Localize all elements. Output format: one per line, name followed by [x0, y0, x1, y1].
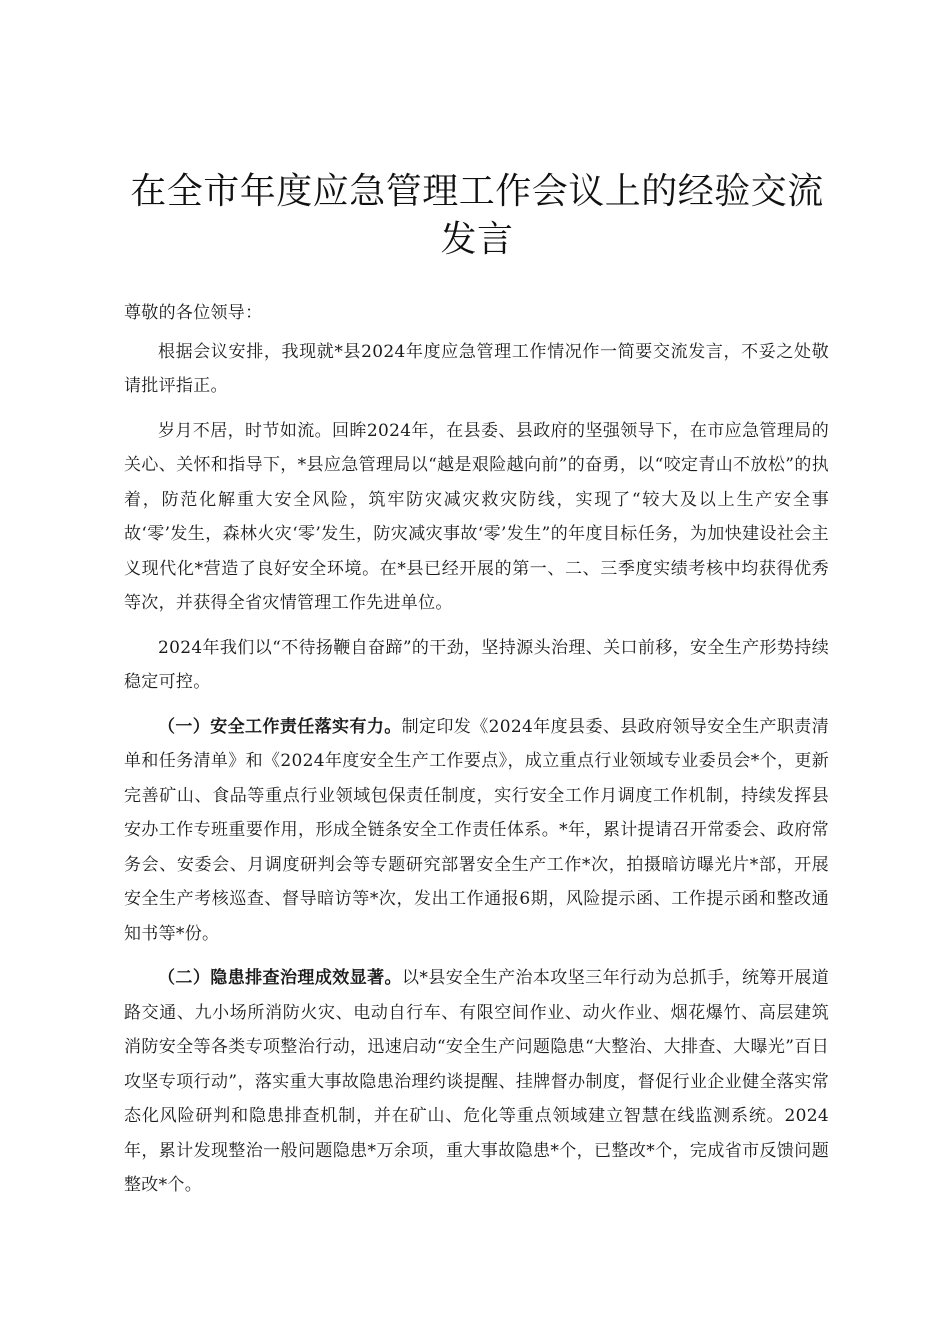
document-title: 在全市年度应急管理工作会议上的经验交流发言: [130, 171, 824, 260]
paragraph-intro: 根据会议安排，我现就*县2024年度应急管理工作情况作一简要交流发言，不妥之处敬请批评指正。: [124, 341, 829, 396]
section-hazard-inspection: [124, 961, 829, 1203]
section-body-responsibility: 制定印发《2024年度县委、县政府领导安全生产职责清单和任务清单》和《2024年度安全生产工作要点》，成立重点行业领域专业委员会*个，更新完善矿山、食品等重点行业领域包保责任制度，实行安全工作月调度工作机制，持续发挥县安办工作专班重要作用，形成全链条安全工作责任体系。*年，累计提请召开常委会、政府常务会、安委会、月调度研判会等专题研究部署安全生产工作*次，拍摄暗访曝光片*部，开展安全生产考核巡查、督导暗访等*次，发出工作通报6期，风险提示函、工作提示函和整改通知书等*份。: [124, 716, 830, 944]
section-responsibility: [124, 710, 829, 952]
section-heading-responsibility: （一）安全工作责任落实有力。: [158, 716, 402, 737]
paragraph-summary: 2024年我们以“不待扬鞭自奋蹄”的干劲，坚持源头治理、关口前移，安全生产形势持续稳定可控。: [124, 637, 829, 692]
section-body-hazard-inspection: 以*县安全生产治本攻坚三年行动为总抓手，统筹开展道路交通、九小场所消防火灾、电动自行车、有限空间作业、动火作业、烟花爆竹、高层建筑消防安全等各类专项整治行动，迅速启动“安全生产问题隐患“大整治、大排查、大曝光”百日攻坚专项行动”，落实重大事故隐患治理约谈提醒、挂牌督办制度，督促行业企业健全落实常态化风险研判和隐患排查机制，并在矿山、危化等重点领域建立智慧在线监测系统。2024年，累计发现整治一般问题隐患*万余项，重大事故隐患*个，已整改*个，完成省市反馈问题整改*个。: [124, 968, 829, 1195]
section-heading-hazard-inspection: （二）隐患排查治理成效显著。: [158, 968, 402, 988]
document-body: [124, 296, 829, 1213]
salutation: 尊敬的各位领导：: [124, 303, 263, 323]
paragraph-review: 岁月不居，时节如流。回眸2024年，在县委、县政府的坚强领导下，在市应急管理局的关心、关怀和指导下，*县应急管理局以“越是艰险越向前”的奋勇，以“咬定青山不放松”的执着，防范化解重大安全风险，筑牢防灾减灾救灾防线，实现了“较大及以上生产安全事故‘零’发生，森林火灾‘零’发生，防灾减灾事故‘零’发生”的年度目标任务，为加快建设社会主义现代化*营造了良好安全环境。在*县已经开展的第一、二、三季度实绩考核中均获得优秀等次，并获得全省灾情管理工作先进单位。: [124, 420, 829, 613]
